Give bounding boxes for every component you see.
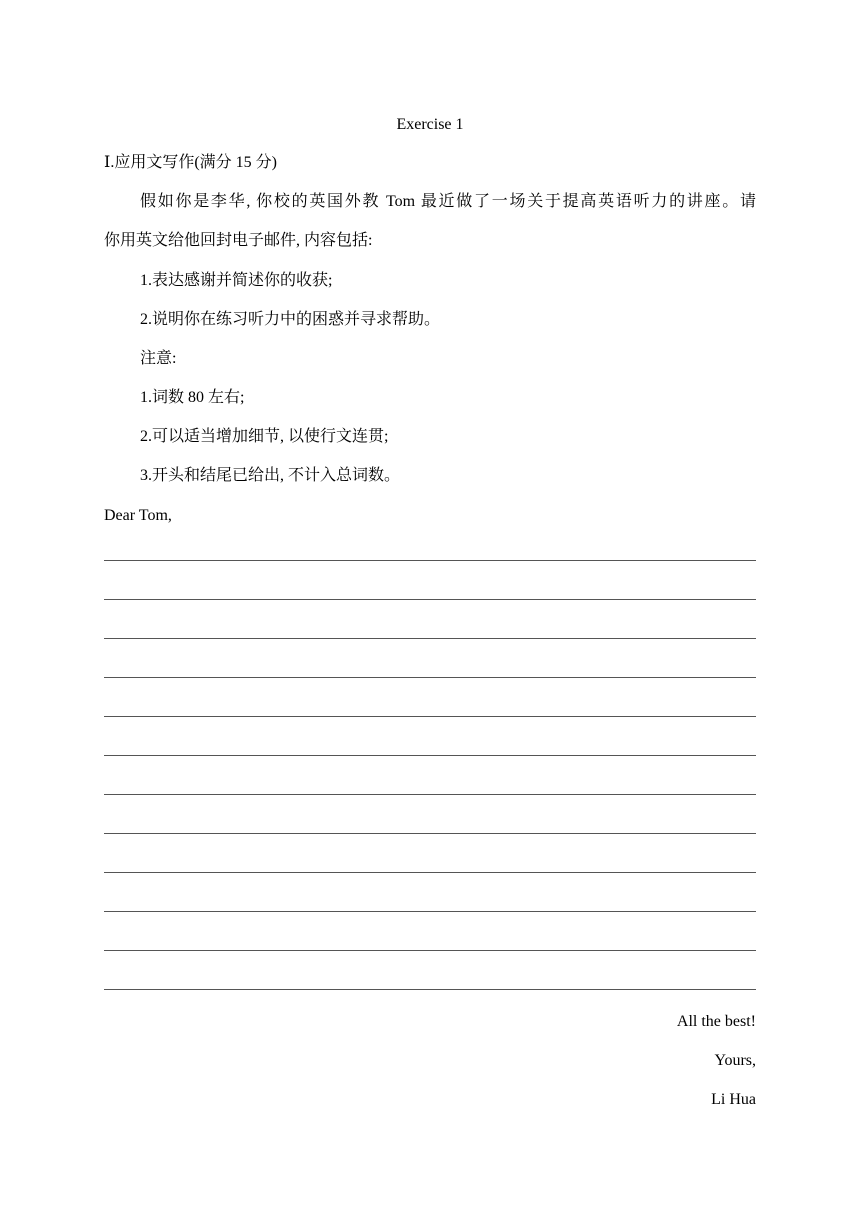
section-heading: Ⅰ.应用文写作(满分 15 分) — [104, 154, 277, 171]
answer-line[interactable] — [104, 872, 756, 873]
letter-signature: Li Hua — [711, 1091, 756, 1108]
answer-line[interactable] — [104, 833, 756, 834]
answer-line[interactable] — [104, 755, 756, 756]
letter-greeting: Dear Tom, — [104, 507, 172, 524]
letter-closing: All the best! — [676, 1013, 756, 1030]
answer-line[interactable] — [104, 950, 756, 951]
prompt-line-2: 你用英文给他回封电子邮件, 内容包括: — [104, 232, 373, 249]
answer-line[interactable] — [104, 677, 756, 678]
notes-label: 注意: — [140, 350, 177, 367]
answer-line[interactable] — [104, 989, 756, 990]
note-2: 2.可以适当增加细节, 以使行文连贯; — [140, 428, 389, 445]
answer-line[interactable] — [104, 911, 756, 912]
letter-sign-off: Yours, — [714, 1052, 756, 1069]
page-title: Exercise 1 — [396, 116, 464, 133]
prompt-line-1: 假如你是李华, 你校的英国外教 Tom 最近做了一场关于提高英语听力的讲座。请 — [140, 193, 756, 210]
answer-line[interactable] — [104, 794, 756, 795]
content-point-1: 1.表达感谢并简述你的收获; — [140, 272, 333, 289]
answer-writing-area[interactable] — [104, 542, 756, 992]
answer-line[interactable] — [104, 638, 756, 639]
content-point-2: 2.说明你在练习听力中的困惑并寻求帮助。 — [140, 311, 441, 328]
note-1: 1.词数 80 左右; — [140, 389, 245, 406]
answer-line[interactable] — [104, 560, 756, 561]
note-3: 3.开头和结尾已给出, 不计入总词数。 — [140, 467, 401, 484]
answer-line[interactable] — [104, 599, 756, 600]
answer-line[interactable] — [104, 716, 756, 717]
